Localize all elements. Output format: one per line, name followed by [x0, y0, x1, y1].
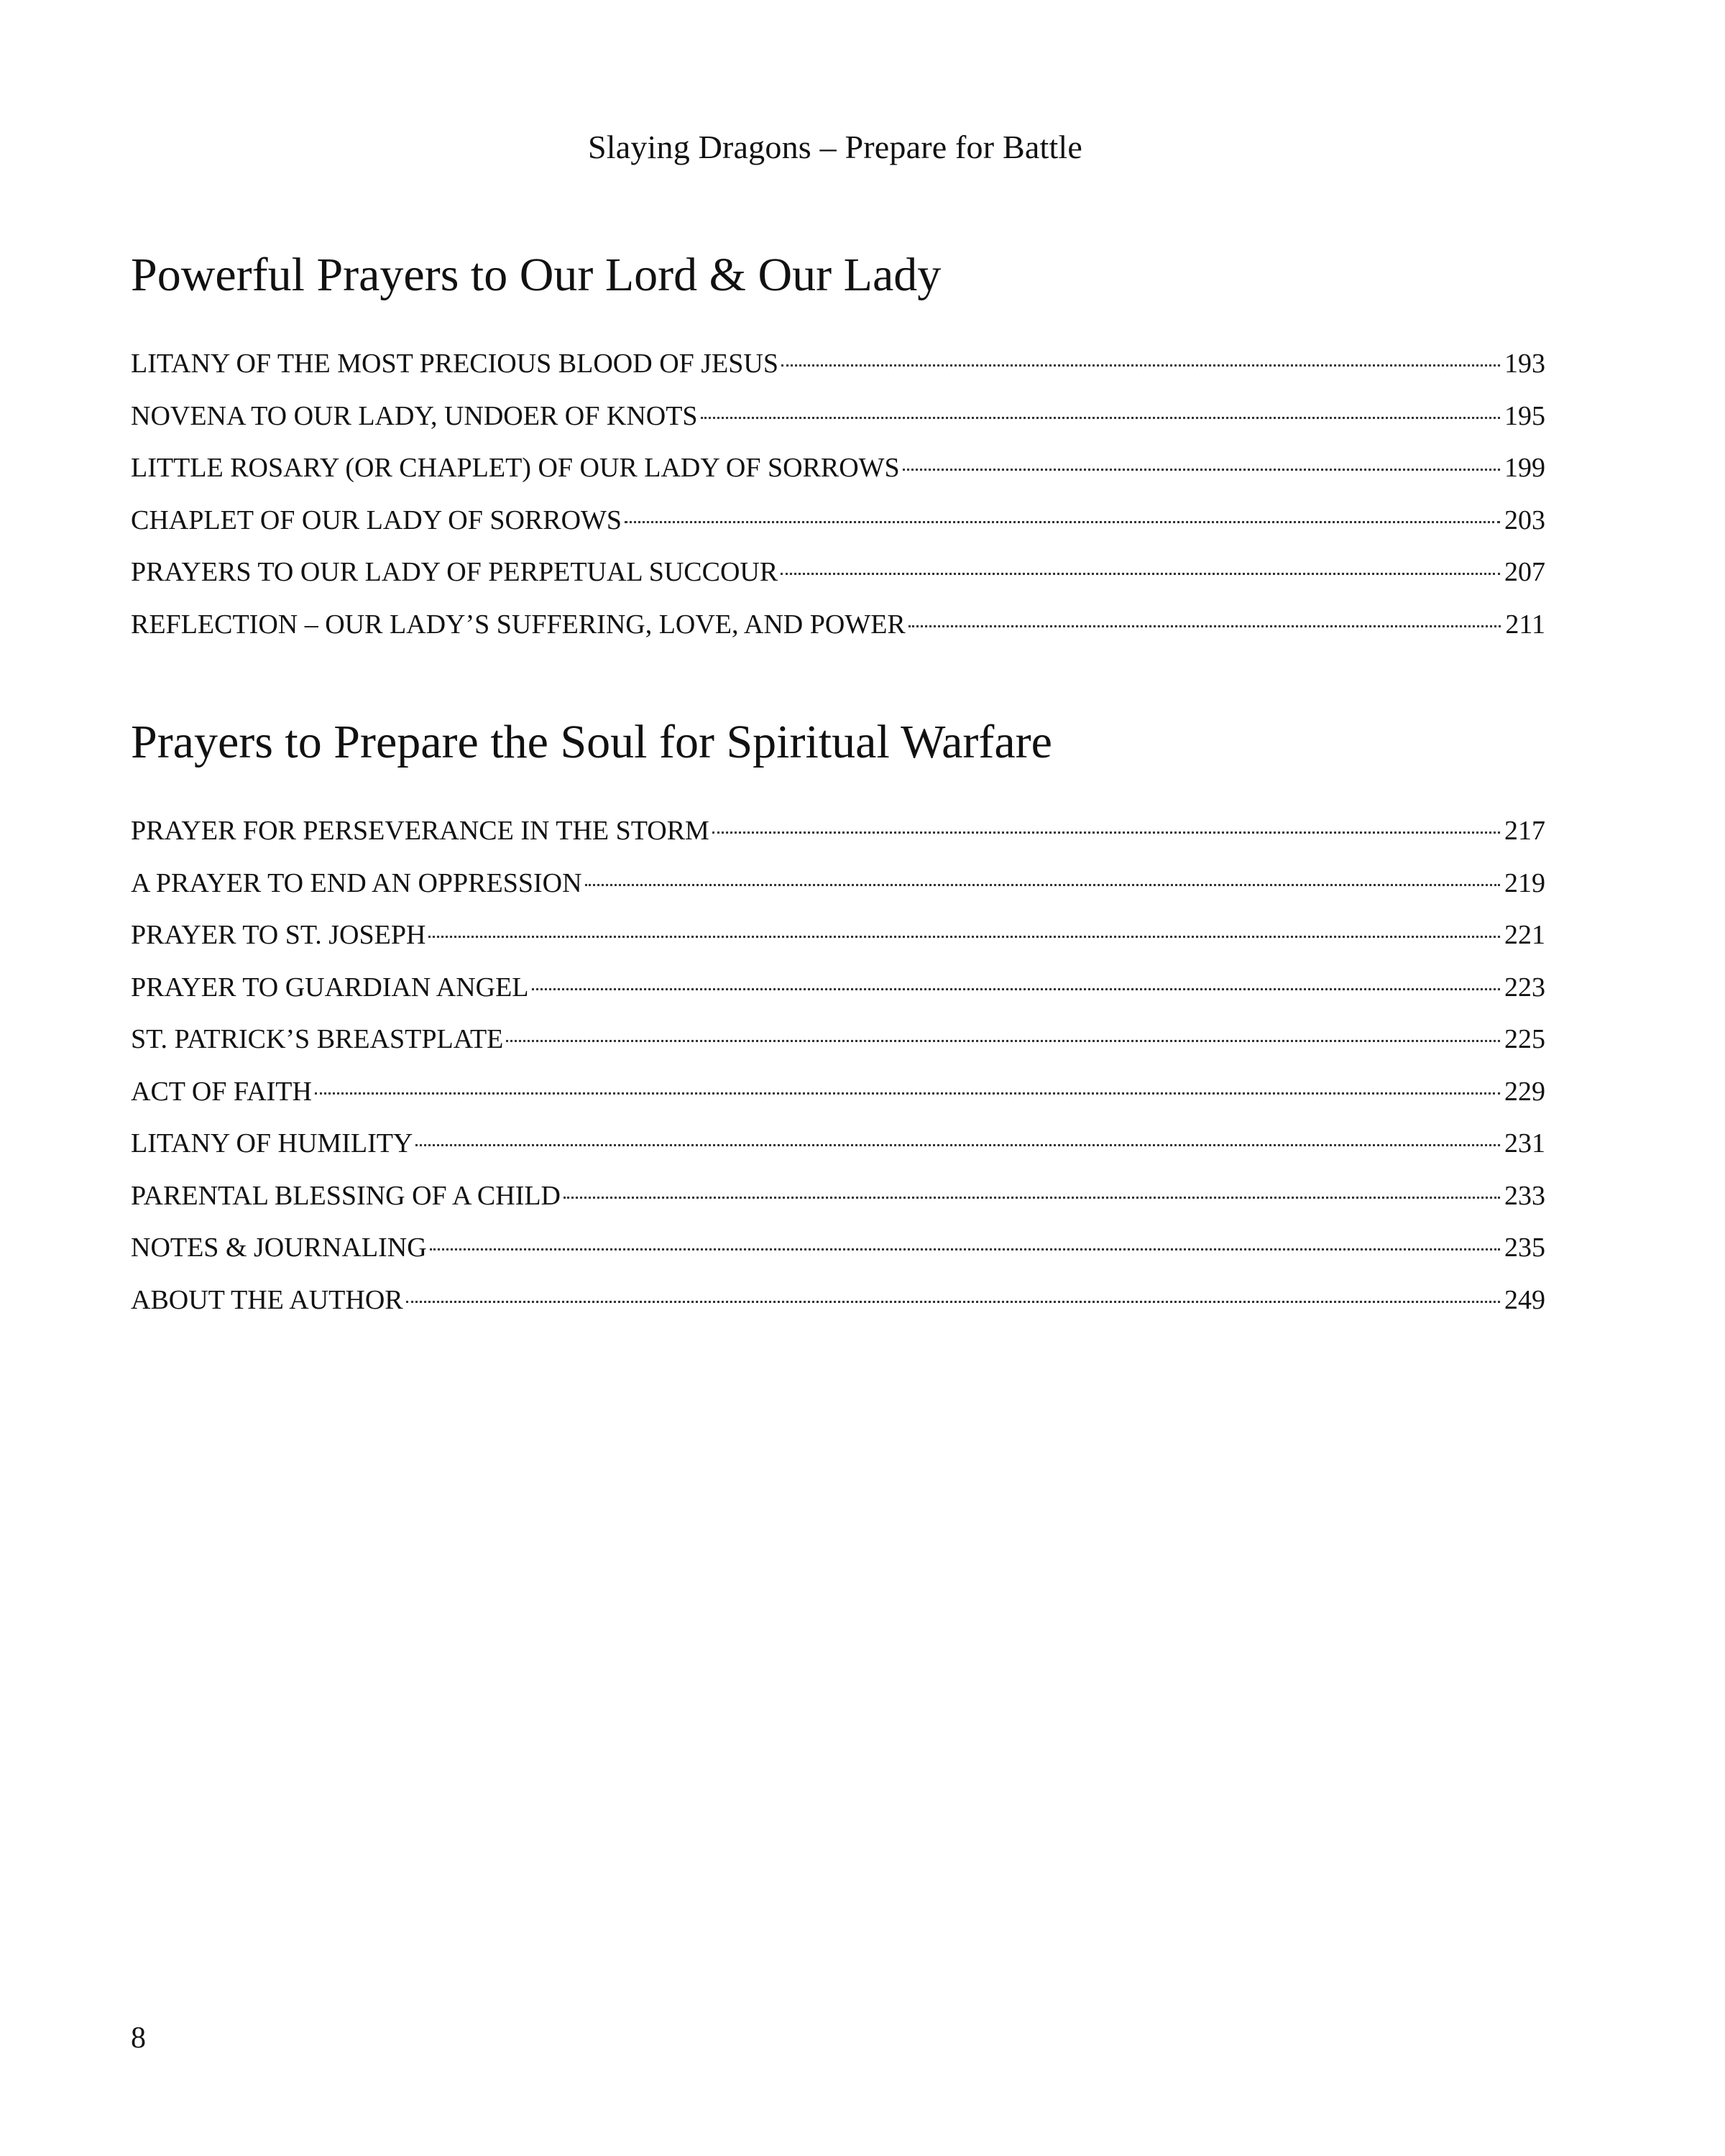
toc-entry[interactable] [131, 1229, 1545, 1281]
dot-leader [712, 831, 1500, 834]
dot-leader [701, 417, 1500, 419]
toc-entry-title: NOTES & JOURNALING [131, 1233, 427, 1263]
toc-entry-page: 229 [1504, 1076, 1545, 1107]
toc-entry[interactable] [131, 1125, 1545, 1177]
toc-entry-page: 203 [1504, 505, 1545, 535]
toc-entry-title: A PRAYER TO END AN OPPRESSION [131, 867, 582, 898]
dot-leader [415, 1144, 1500, 1146]
toc-entry-page: 225 [1504, 1024, 1545, 1054]
toc-entry[interactable] [131, 606, 1545, 658]
toc-entry[interactable] [131, 916, 1545, 969]
toc-entry[interactable] [131, 865, 1545, 917]
toc-entry[interactable] [131, 812, 1545, 865]
toc-entry-page: 195 [1504, 400, 1545, 431]
dot-leader [625, 521, 1500, 523]
dot-leader [564, 1197, 1500, 1199]
dot-leader [428, 936, 1500, 938]
toc-list [131, 345, 1545, 658]
dot-leader [903, 469, 1500, 471]
toc-entry[interactable] [131, 397, 1545, 450]
dot-leader [781, 573, 1500, 575]
toc-entry[interactable] [131, 553, 1545, 606]
toc-entry-title: ABOUT THE AUTHOR [131, 1284, 403, 1315]
toc-entry-title: PRAYER TO ST. JOSEPH [131, 920, 426, 950]
dot-leader [908, 625, 1501, 627]
dot-leader [406, 1301, 1500, 1303]
toc-entry[interactable] [131, 1177, 1545, 1230]
toc-entry-page: 235 [1504, 1233, 1545, 1263]
dot-leader [532, 988, 1500, 990]
toc-entry-title: LITANY OF THE MOST PRECIOUS BLOOD OF JESUS [131, 349, 778, 379]
toc-list [131, 812, 1545, 1333]
toc-entry[interactable] [131, 345, 1545, 397]
toc-entry-title: CHAPLET OF OUR LADY OF SORROWS [131, 505, 622, 535]
toc-entry-title: PRAYER FOR PERSEVERANCE IN THE STORM [131, 816, 709, 846]
section-heading: Powerful Prayers to Our Lord & Our Lady [131, 249, 942, 301]
toc-section-our-lord-our-lady [131, 243, 1545, 658]
toc-entry-page: 231 [1504, 1128, 1545, 1158]
toc-entry-page: 233 [1504, 1180, 1545, 1211]
toc-entry-page: 249 [1504, 1284, 1545, 1315]
toc-entry-title: ACT OF FAITH [131, 1076, 312, 1107]
dot-leader [506, 1040, 1500, 1042]
toc-entry-page: 199 [1504, 453, 1545, 483]
running-header: Slaying Dragons – Prepare for Battle [587, 129, 1083, 165]
toc-entry[interactable] [131, 502, 1545, 554]
toc-entry-page: 221 [1504, 920, 1545, 950]
toc-entry[interactable] [131, 1021, 1545, 1073]
toc-entry-title: PRAYERS TO OUR LADY OF PERPETUAL SUCCOUR [131, 557, 778, 587]
toc-entry[interactable] [131, 969, 1545, 1021]
dot-leader [585, 884, 1500, 886]
dot-leader [781, 364, 1500, 367]
toc-entry-title: LITANY OF HUMILITY [131, 1128, 413, 1158]
toc-entry-title: REFLECTION – OUR LADY’S SUFFERING, LOVE, AND POWER [131, 609, 906, 640]
toc-entry-title: PRAYER TO GUARDIAN ANGEL [131, 972, 529, 1003]
dot-leader [430, 1248, 1500, 1250]
toc-entry-page: 223 [1504, 972, 1545, 1003]
toc-entry-title: NOVENA TO OUR LADY, UNDOER OF KNOTS [131, 400, 698, 431]
toc-entry-page: 219 [1504, 867, 1545, 898]
toc-entry-page: 211 [1505, 609, 1545, 640]
section-heading: Prayers to Prepare the Soul for Spiritual Warfare [131, 716, 1052, 768]
toc-section-spiritual-warfare [131, 710, 1545, 1333]
dot-leader [315, 1092, 1500, 1095]
toc-entry-page: 193 [1504, 349, 1545, 379]
toc-entry-title: LITTLE ROSARY (OR CHAPLET) OF OUR LADY OF SORROWS [131, 453, 900, 483]
toc-entry-title: ST. PATRICK’S BREASTPLATE [131, 1024, 504, 1054]
toc-entry[interactable] [131, 1073, 1545, 1125]
page-number: 8 [131, 2022, 146, 2055]
toc-entry-page: 217 [1504, 816, 1545, 846]
toc-entry-page: 207 [1504, 557, 1545, 587]
toc-entry[interactable] [131, 449, 1545, 502]
toc-entry-title: PARENTAL BLESSING OF A CHILD [131, 1180, 561, 1211]
toc-entry[interactable] [131, 1281, 1545, 1334]
